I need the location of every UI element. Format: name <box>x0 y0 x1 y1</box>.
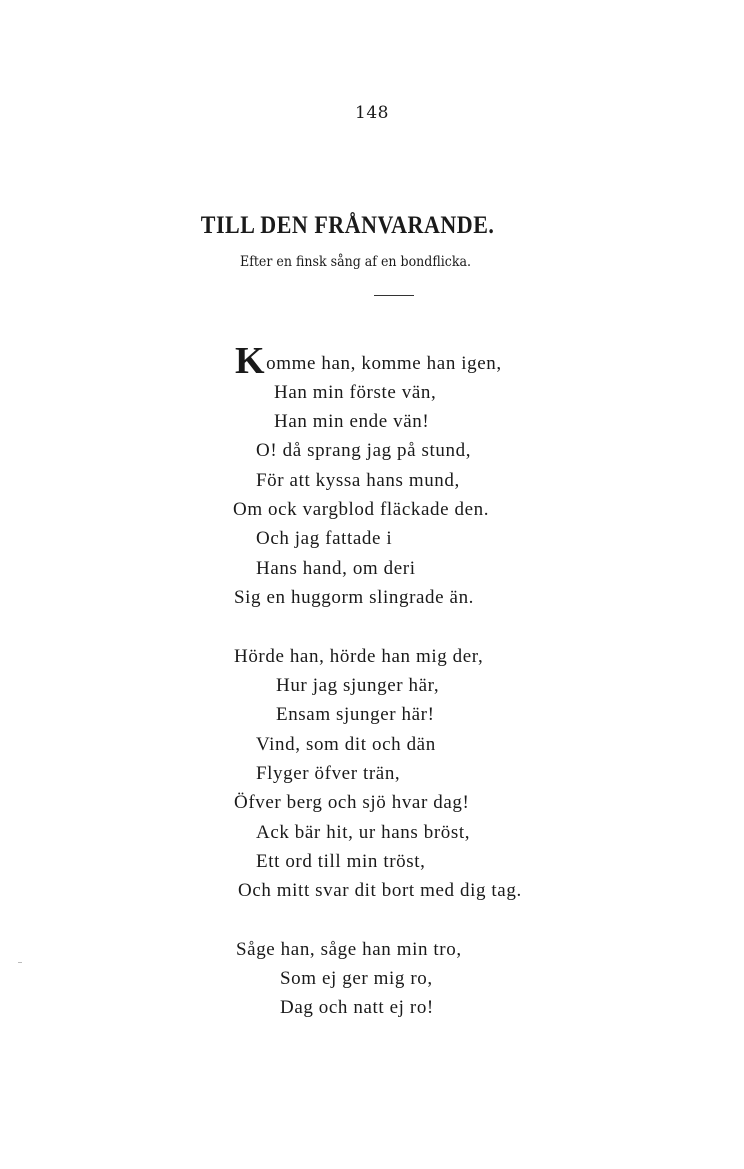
poem-line: Och mitt svar dit bort med dig tag. <box>238 880 522 901</box>
poem-line: Han min förste vän, <box>274 382 437 403</box>
poem-line: Om ock vargblod fläckade den. <box>233 499 490 520</box>
poem-line: Såge han, såge han min tro, <box>236 939 462 960</box>
poem-line: Och jag fattade i <box>256 528 393 549</box>
poem-line: Som ej ger mig ro, <box>280 968 433 989</box>
poem-line: O! då sprang jag på stund, <box>256 440 472 461</box>
poem-line: Sig en huggorm slingrade än. <box>234 587 475 608</box>
first-line-text: omme han, komme han igen, <box>266 353 502 374</box>
poem-line: Öfver berg och sjö hvar dag! <box>234 792 470 813</box>
title-divider <box>374 295 414 296</box>
poem-subtitle: Efter en finsk sång af en bondflicka. <box>239 254 472 270</box>
page-number: 148 <box>355 103 389 123</box>
poem-line: Ensam sjunger här! <box>276 704 435 725</box>
paper-speck <box>18 962 22 963</box>
poem-line: Han min ende vän! <box>274 411 430 432</box>
poem-line: Vind, som dit och dän <box>256 734 436 755</box>
poem-line: Hans hand, om deri <box>256 558 416 579</box>
poem-line: Hur jag sjunger här, <box>276 675 440 696</box>
poem-line: Ack bär hit, ur hans bröst, <box>256 822 471 843</box>
poem-line: Dag och natt ej ro! <box>280 997 434 1018</box>
poem-line: Flyger öfver trän, <box>256 763 401 784</box>
poem-line: För att kyssa hans mund, <box>256 470 460 491</box>
poem-line: Hörde han, hörde han mig der, <box>234 646 484 667</box>
poem-line-1 <box>235 342 502 380</box>
poem-title: TILL DEN FRÅNVARANDE. <box>200 212 495 239</box>
poem-line: Ett ord till min tröst, <box>256 851 426 872</box>
drop-cap: K <box>235 340 266 382</box>
